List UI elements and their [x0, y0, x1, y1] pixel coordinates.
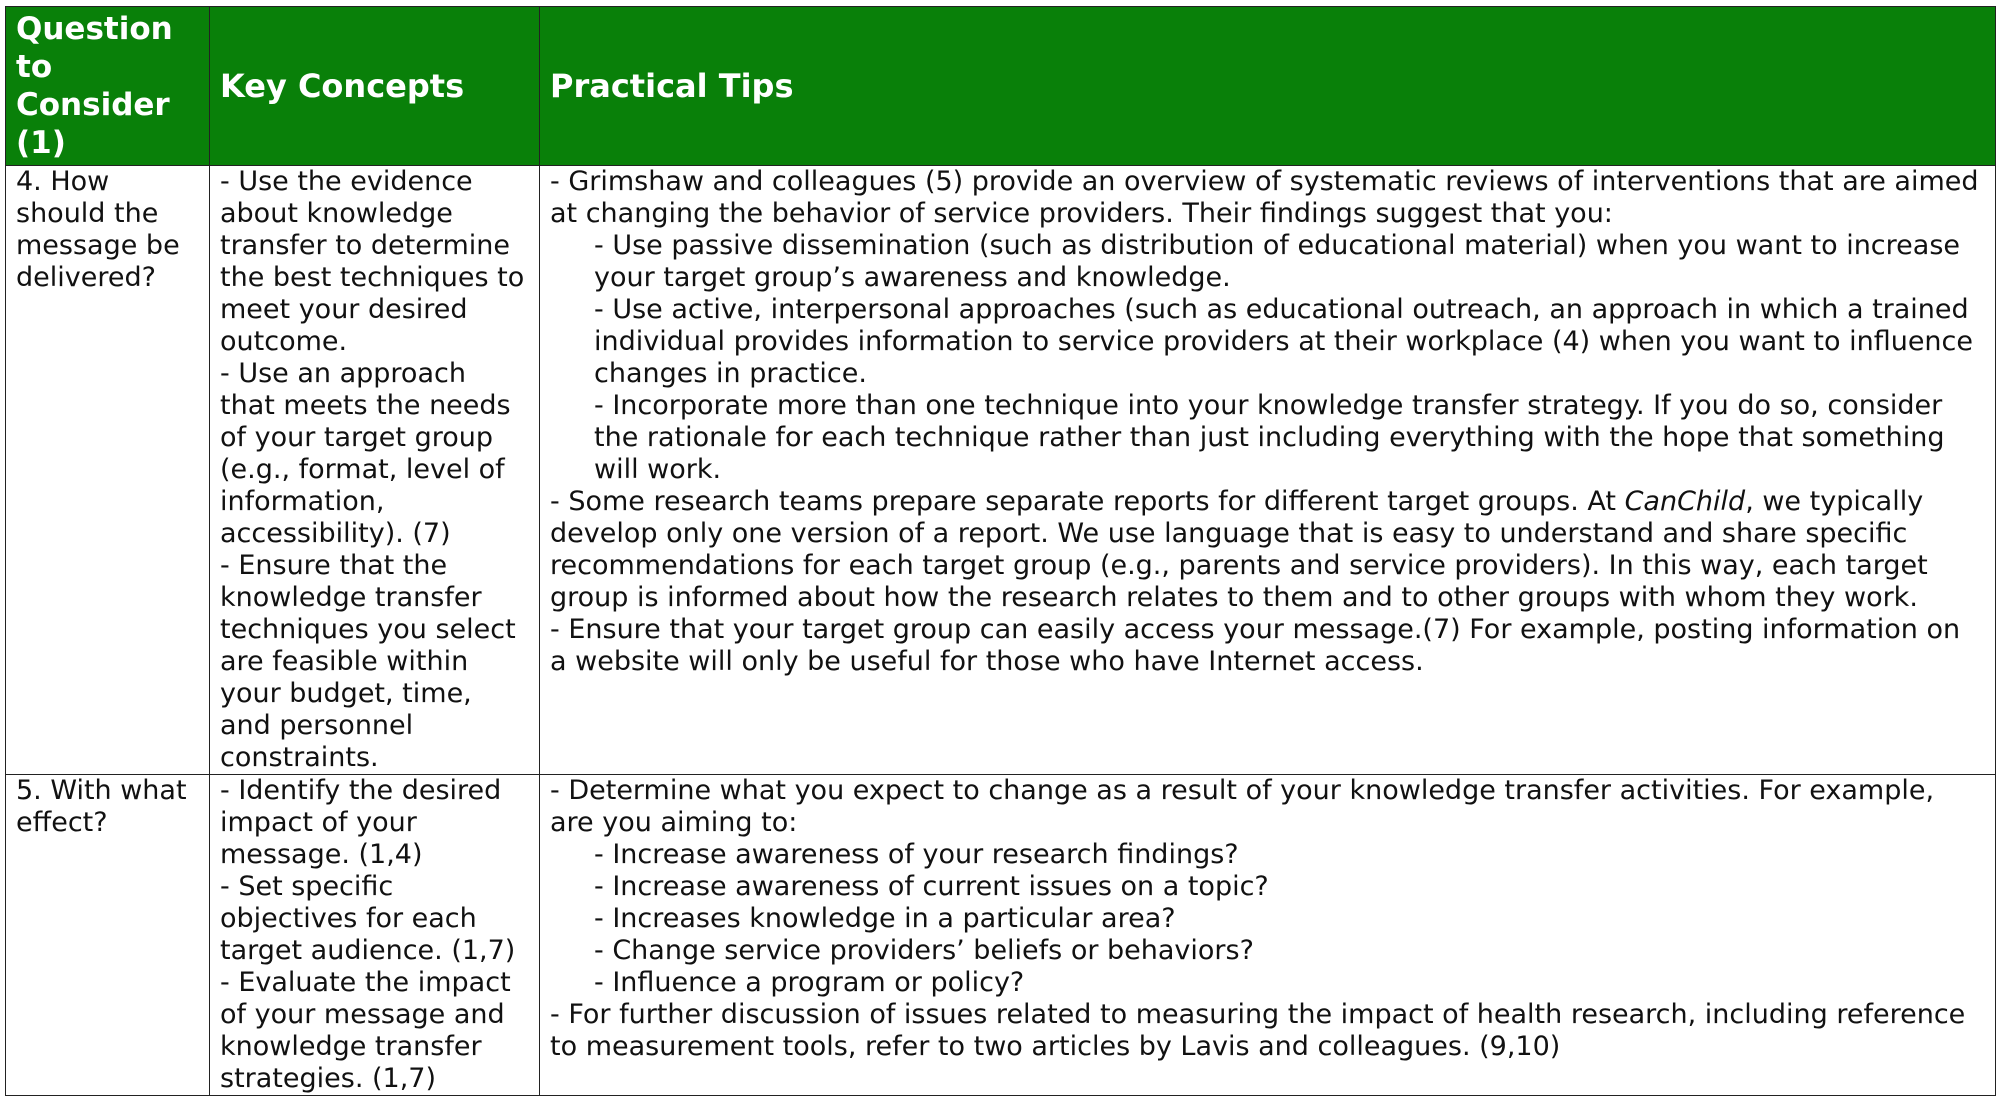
tip-paragraph — [550, 486, 1985, 614]
key-concept-item: - Evaluate the impact of your message and knowledge transfer strategies. (1,7) — [220, 967, 511, 1094]
tip-sub-item: - Use passive dissemination (such as distribution of educational material) when you want to increase your target group’s awareness and knowledge. — [594, 230, 1960, 293]
key-concept-item: - Ensure that the knowledge transfer techniques you select are feasible within your budget, time, and personnel constraints. — [220, 550, 516, 773]
question-cell: 5. With what effect? — [6, 775, 210, 1096]
tip-paragraph: - Ensure that your target group can easily access your message.(7) For example, posting information on a website will only be useful for those who have Internet access. — [550, 614, 1961, 677]
tip-paragraph: - Grimshaw and colleagues (5) provide an overview of systematic reviews of interventions that are aimed at changing the behavior of service providers. Their findings suggest that you: — [550, 166, 1979, 229]
header-practical-tips: Practical Tips — [540, 7, 1996, 166]
header-key-concepts: Key Concepts — [210, 7, 540, 166]
tip-text: , we typically develop only one version of a report. We use language that is easy to understand and share specific recommendations for each target group (e.g., parents and service providers). In this way, each target group is informed about how the research relates to them and to other groups with whom they work. — [550, 486, 1928, 613]
tip-sub-item: - Incorporate more than one technique into your knowledge transfer strategy. If you do so, consider the rationale for each technique rather than just including everything with the hope that something will work. — [594, 390, 1945, 485]
key-concept-item: - Identify the desired impact of your message. (1,4) — [220, 775, 502, 870]
key-concepts-cell — [210, 775, 540, 1096]
key-concepts-cell — [210, 166, 540, 775]
knowledge-transfer-table — [5, 6, 1996, 1096]
table-row — [6, 775, 1996, 1096]
header-question: Question to Consider (1) — [6, 7, 210, 166]
tip-paragraph: - For further discussion of issues related to measuring the impact of health research, including reference to measurement tools, refer to two articles by Lavis and colleagues. (9,10) — [550, 999, 1966, 1062]
canchild-name: CanChild — [1624, 486, 1746, 517]
key-concept-item: - Use an approach that meets the needs of your target group (e.g., format, level of information, accessibility). (7) — [220, 358, 511, 549]
tip-sub-item: - Change service providers’ beliefs or behaviors? — [594, 935, 1254, 966]
practical-tips-cell — [540, 775, 1996, 1096]
table-header-row — [6, 7, 1996, 166]
table-row — [6, 166, 1996, 775]
tip-sub-item: - Increase awareness of your research findings? — [594, 839, 1239, 870]
key-concept-item: - Set specific objectives for each target audience. (1,7) — [220, 871, 516, 966]
tip-sub-item: - Increase awareness of current issues on a topic? — [594, 871, 1269, 902]
tip-sub-item: - Increases knowledge in a particular area? — [594, 903, 1176, 934]
tip-sub-item: - Influence a program or policy? — [594, 967, 1025, 998]
question-cell: 4. How should the message be delivered? — [6, 166, 210, 775]
practical-tips-cell — [540, 166, 1996, 775]
tip-text: - Some research teams prepare separate reports for different target groups. At — [550, 486, 1625, 517]
tip-sub-item: - Use active, interpersonal approaches (such as educational outreach, an approach in which a trained individual provides information to service providers at their workplace (4) when you want to influence changes in practice. — [594, 294, 1974, 389]
key-concept-item: - Use the evidence about knowledge transfer to determine the best techniques to meet your desired outcome. — [220, 166, 525, 357]
tip-paragraph: - Determine what you expect to change as a result of your knowledge transfer activities. For example, are you aiming to: — [550, 775, 1935, 838]
